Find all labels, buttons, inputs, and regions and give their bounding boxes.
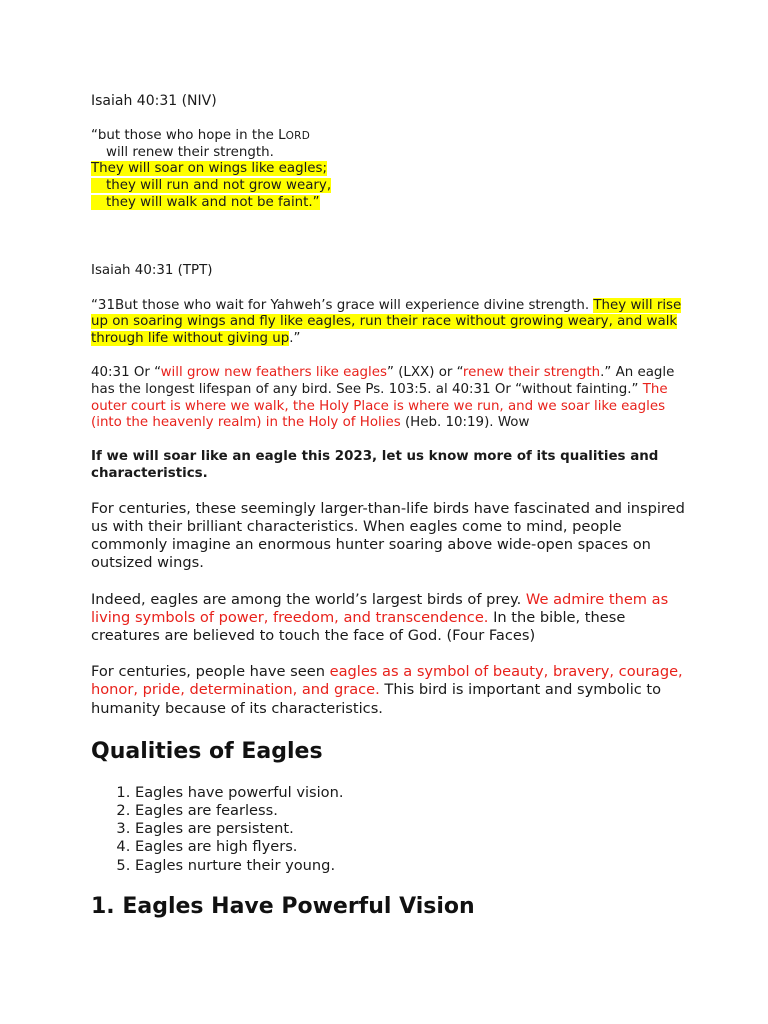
qualities-heading: Qualities of Eagles xyxy=(91,738,323,764)
list-item: 4. Eagles are high flyers. xyxy=(135,838,691,856)
footnote: 40:31 Or “will grow new feathers like eagles” (LXX) or “renew their strength.” An eagle has the longest lifespan of any bird. See Ps. 103:5. al 40:31 Or “without fainting.” The outer court is where we walk, the Holy Place is where we run, and we soar like eagles (into the heavenly realm) in the Holy of Holies (Heb. 10:19). Wow xyxy=(91,364,675,431)
tpt-verse: “31But those who wait for Yahweh’s grace will experience divine strength. They will rise up on soaring wings and fly like eagles, run their race without growing weary, and walk through life without giving up.” xyxy=(91,297,682,347)
paragraph-symbol: For centuries, people have seen eagles as a symbol of beauty, bravery, courage, honor, pride, determination, and grace. This bird is important and symbolic to humanity because of its characteristics. xyxy=(91,663,683,717)
niv-line-1: “but those who hope in the LORD xyxy=(91,127,311,143)
bold-question: If we will soar like an eagle this 2023, let us know more of its qualities and characteristics. xyxy=(91,449,659,481)
section-heading-vision: 1. Eagles Have Powerful Vision xyxy=(91,893,475,919)
niv-verse xyxy=(91,128,691,212)
niv-line-3: They will soar on wings like eagles; xyxy=(91,161,328,177)
list-item: 2. Eagles are fearless. xyxy=(135,802,691,820)
tpt-title: Isaiah 40:31 (TPT) xyxy=(91,262,213,278)
list-item: 3. Eagles are persistent. xyxy=(135,820,691,838)
paragraph-centuries: For centuries, these seemingly larger-than-life birds have fascinated and inspired us with their brilliant characteristics. When eagles come to mind, people commonly imagine an enormous hunter soaring above wide-open spaces on outsized wings. xyxy=(91,499,685,572)
paragraph-indeed: Indeed, eagles are among the world’s largest birds of prey. We admire them as living symbols of power, freedom, and transcendence. In the bible, these creatures are believed to touch the face of God. (Four Faces) xyxy=(91,590,669,644)
qualities-list xyxy=(91,784,691,875)
niv-line-4: they will run and not grow weary, xyxy=(91,178,691,195)
niv-line-2: will renew their strength. xyxy=(106,144,274,160)
list-item: 1. Eagles have powerful vision. xyxy=(135,784,691,802)
list-item: 5. Eagles nurture their young. xyxy=(135,857,691,875)
document-page xyxy=(91,93,691,921)
niv-line-5: they will walk and not be faint.” xyxy=(91,195,691,212)
niv-title: Isaiah 40:31 (NIV) xyxy=(91,93,217,109)
